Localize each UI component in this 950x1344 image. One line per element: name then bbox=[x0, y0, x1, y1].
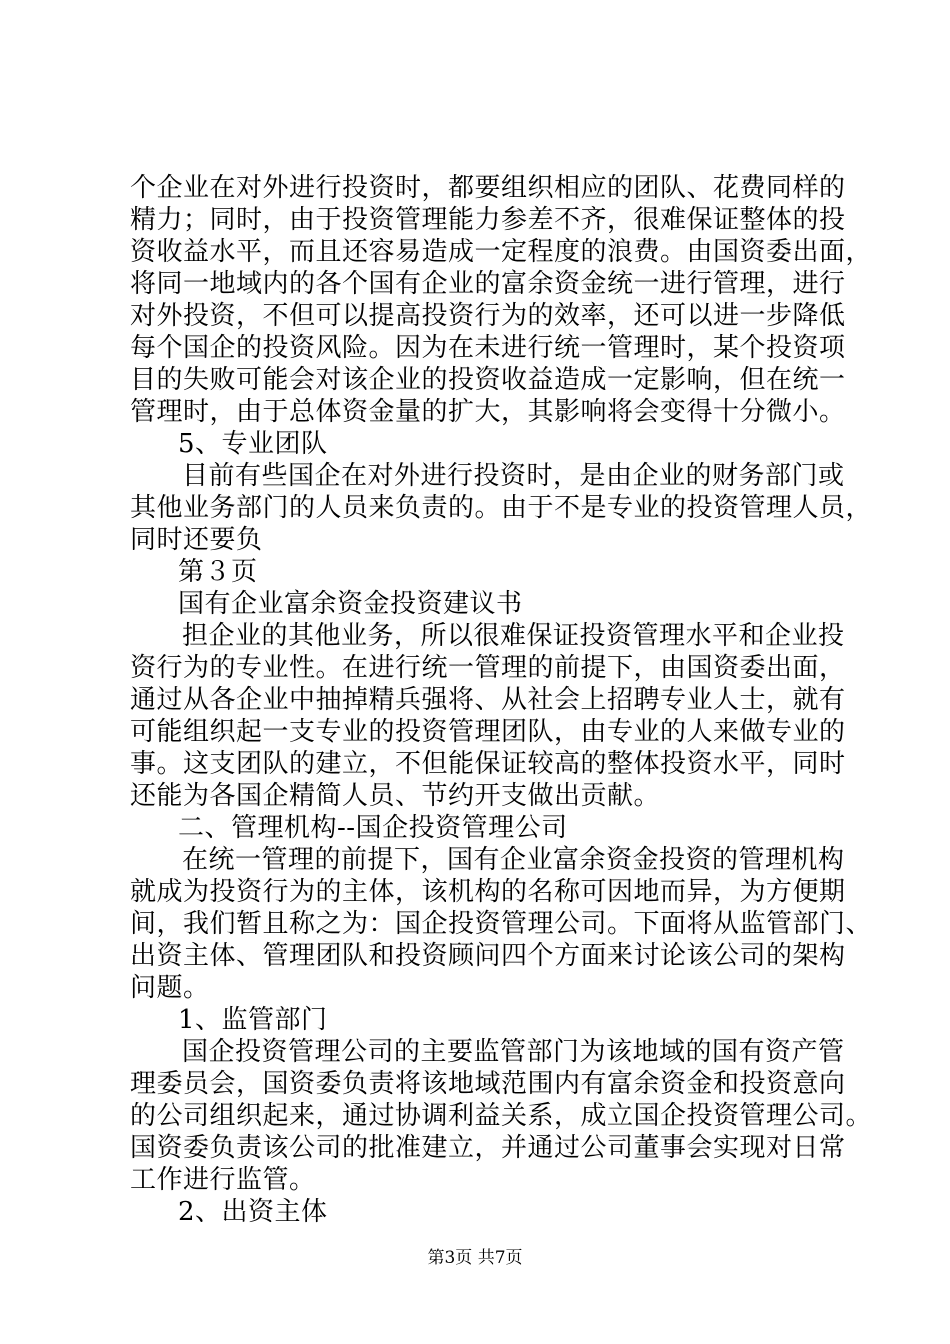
text-line: 事。这支团队的建立，不但能保证较高的整体投资水平，同时 bbox=[130, 749, 846, 779]
text-line: 1、监管部门 bbox=[178, 1005, 328, 1035]
text-line: 目的失败可能会对该企业的投资收益造成一定影响，但在统一 bbox=[130, 365, 846, 395]
document-body bbox=[130, 172, 873, 1228]
text-line: 精力；同时，由于投资管理能力参差不齐，很难保证整体的投 bbox=[130, 205, 846, 235]
text-line: 理委员会，国资委负责将该地域范围内有富余资金和投资意向 bbox=[130, 1069, 846, 1099]
text-line: 对外投资，不但可以提高投资行为的效率，还可以进一步降低 bbox=[130, 301, 846, 331]
text-line: 问题。 bbox=[130, 973, 210, 1003]
text-line: 同时还要负 bbox=[130, 525, 263, 555]
text-line: 资行为的专业性。在进行统一管理的前提下，由国资委出面， bbox=[130, 653, 846, 683]
text-line: 国资委负责该公司的批准建立，并通过公司董事会实现对日常 bbox=[130, 1133, 846, 1163]
text-line: 还能为各国企精简人员、节约开支做出贡献。 bbox=[130, 781, 661, 811]
text-line: 就成为投资行为的主体，该机构的名称可因地而异，为方便期 bbox=[130, 877, 846, 907]
text-line: 在统一管理的前提下，国有企业富余资金投资的管理机构 bbox=[182, 845, 845, 875]
text-line: 国企投资管理公司的主要监管部门为该地域的国有资产管 bbox=[182, 1037, 845, 1067]
text-line: 每个国企的投资风险。因为在未进行统一管理时，某个投资项 bbox=[130, 333, 846, 363]
text-line: 将同一地域内的各个国有企业的富余资金统一进行管理，进行 bbox=[130, 269, 846, 299]
text-line: 2、出资主体 bbox=[178, 1197, 328, 1227]
text-line: 间，我们暂且称之为：国企投资管理公司。下面将从监管部门、 bbox=[130, 909, 873, 939]
text-line: 工作进行监管。 bbox=[130, 1165, 316, 1195]
text-line: 担企业的其他业务，所以很难保证投资管理水平和企业投 bbox=[182, 621, 845, 651]
text-line: 个企业在对外进行投资时，都要组织相应的团队、花费同样的 bbox=[130, 173, 846, 203]
page-footer bbox=[0, 1243, 950, 1268]
text-line: 目前有些国企在对外进行投资时，是由企业的财务部门或 bbox=[182, 461, 845, 491]
text-line: 其他业务部门的人员来负责的。由于不是专业的投资管理人员， bbox=[130, 493, 873, 523]
page-number-label: 第3页 共7页 bbox=[427, 1248, 523, 1268]
text-line: 第３页 bbox=[178, 557, 258, 587]
text-line: 通过从各企业中抽掉精兵强将、从社会上招聘专业人士，就有 bbox=[130, 685, 846, 715]
text-line: 资收益水平，而且还容易造成一定程度的浪费。由国资委出面， bbox=[130, 237, 873, 267]
text-line: 管理时，由于总体资金量的扩大，其影响将会变得十分微小。 bbox=[130, 397, 846, 427]
text-line: 国有企业富余资金投资建议书 bbox=[178, 589, 523, 619]
text-line: 出资主体、管理团队和投资顾问四个方面来讨论该公司的架构 bbox=[130, 941, 846, 971]
text-line: 二、管理机构--国企投资管理公司 bbox=[178, 813, 568, 843]
text-line: 可能组织起一支专业的投资管理团队，由专业的人来做专业的 bbox=[130, 717, 846, 747]
text-line: 的公司组织起来，通过协调利益关系，成立国企投资管理公司。 bbox=[130, 1101, 873, 1131]
text-line: 5、专业团队 bbox=[178, 429, 328, 459]
